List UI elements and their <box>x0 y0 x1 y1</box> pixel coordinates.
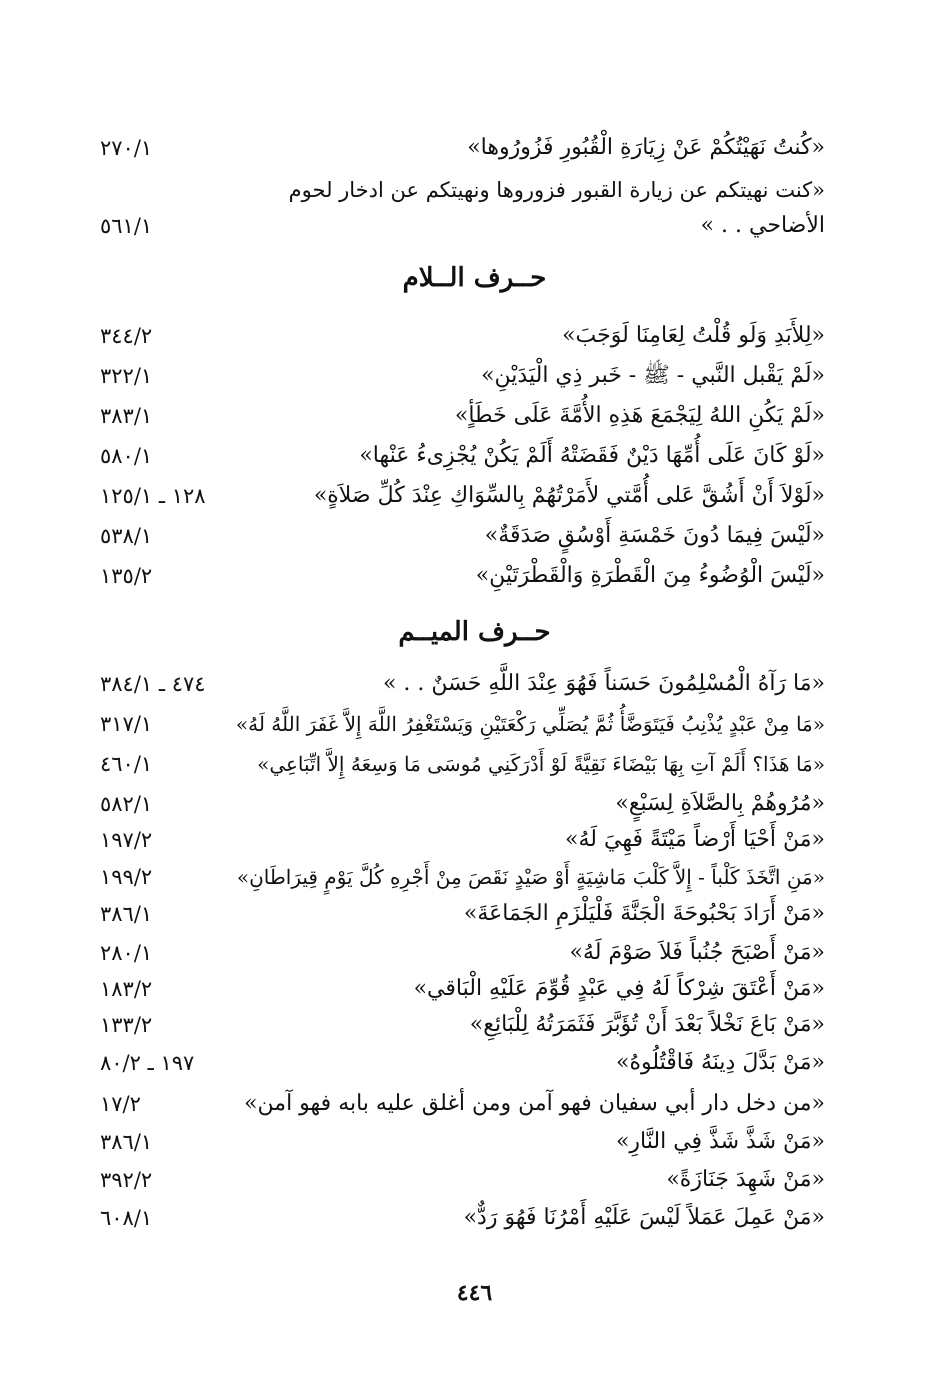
page-reference: ٣٩٢/٢ <box>100 1168 153 1192</box>
page-reference: ١٣٥/٢ <box>100 564 153 588</box>
page-reference: ٤٧٤ ـ ٣٨٤/١ <box>100 672 206 696</box>
hadith-entry <box>100 857 825 897</box>
hadith-text: «مَنِ اتَّخَذَ كَلْباً - إِلاَّ كَلْبَ مَاشِيَةٍ أَوْ صَيْدٍ نَقَصَ مِنْ أَجْرِهِ كُلَّ يَوْمٍ قِيرَاطَانِ» <box>236 865 825 889</box>
page-reference: ٣٢٢/١ <box>100 364 153 388</box>
page-reference: ٣١٧/١ <box>100 712 153 736</box>
page-reference: ١٩٧ ـ ٨٠/٢ <box>100 1051 195 1075</box>
hadith-text: «لِلأَبَدِ وَلَو قُلْتُ لِعَامِنَا لَوَجَبَ» <box>562 323 825 348</box>
hadith-entry <box>100 1084 825 1124</box>
page-reference: ١٩٩/٢ <box>100 865 153 889</box>
hadith-text: «لَيْسَ فِيمَا دُونَ خَمْسَةِ أَوْسُقٍ صَدَقَةٌ» <box>484 523 825 548</box>
page-reference: ٤٦٠/١ <box>100 752 153 776</box>
page-reference: ٣٨٣/١ <box>100 404 153 428</box>
page-reference: ٥٣٨/١ <box>100 524 153 548</box>
page-reference: ١٩٧/٢ <box>100 828 153 852</box>
hadith-text: «لَمْ يَكُنِ اللهُ لِيَجْمَعَ هَذِهِ الأُمَّةَ عَلَى خَطَأٍ» <box>454 403 825 428</box>
page-reference: ١٢٨ ـ ١٢٥/١ <box>100 484 206 508</box>
hadith-text: «لَمْ يَقْبل النَّبي - ﷺ - خَبر ذِي الْيَدَيْنِ» <box>481 363 825 388</box>
hadith-entry <box>100 556 825 596</box>
hadith-entry <box>100 664 825 704</box>
section-heading-mim: حــرف الميــم <box>398 617 551 647</box>
page-reference: ٢٧٠/١ <box>100 136 153 160</box>
hadith-entry <box>100 894 825 934</box>
page-reference: ٣٨٦/١ <box>100 902 153 926</box>
hadith-entry <box>100 128 825 168</box>
hadith-text: «كُنتُ نَهَيْتُكُمْ عَنْ زِيَارَةِ الْقُبُورِ فَزُورُوها» <box>467 135 825 160</box>
hadith-entry <box>100 516 825 556</box>
page-reference: ١٧/٢ <box>100 1092 141 1116</box>
hadith-text: «مَنْ أَصْبَحَ جُنُباً فَلاَ صَوْمَ لَهُ» <box>569 940 825 965</box>
hadith-entry <box>100 820 825 860</box>
page-reference: ٢٨٠/١ <box>100 941 153 965</box>
hadith-entry <box>100 436 825 476</box>
hadith-entry <box>100 784 825 824</box>
hadith-text-line-2: الأضاحي . . » <box>700 213 825 238</box>
hadith-entry <box>100 744 825 784</box>
page-reference: ٥٨٠/١ <box>100 444 153 468</box>
page-reference: ٥٦١/١ <box>100 214 153 238</box>
hadith-text: «مَنْ عَمِلَ عَمَلاً لَيْسَ عَلَيْهِ أَمْرُنَا فَهُوَ رَدٌّ» <box>463 1205 825 1230</box>
hadith-entry <box>100 1043 825 1083</box>
page-reference: ٥٨٢/١ <box>100 792 153 816</box>
hadith-entry <box>100 396 825 436</box>
hadith-text: «مَا هَذَا؟ أَلَمْ آتِ بِهَا بَيْضَاءَ نَقِيَّةً لَوْ أَدْرَكَنِي مُوسَى مَا وَسِعَهُ إِلاَّ اتِّبَاعِي» <box>257 752 825 776</box>
page-reference: ٣٤٤/٢ <box>100 324 153 348</box>
hadith-text: «مَنْ أَحْيَا أَرْضاً مَيْتَةً فَهِيَ لَهُ» <box>565 827 825 852</box>
hadith-entry <box>100 1122 825 1162</box>
hadith-text: «مُرُوهُمْ بِالصَّلاَةِ لِسَبْعٍ» <box>615 791 825 816</box>
hadith-entry <box>100 933 825 973</box>
hadith-text: «لَوْ كَانَ عَلَى أُمِّهَا دَيْنٌ فَقَضَتْهُ أَلَمْ يَكُنْ يُجْزِىءُ عَنْها» <box>359 443 825 468</box>
hadith-text: «من دخل دار أبي سفيان فهو آمن ومن أغلق عليه بابه فهو آمن» <box>244 1091 825 1116</box>
hadith-text: «لَيْسَ الْوُضُوءُ مِنَ الْقَطْرَةِ وَالْقَطْرَتَيْنِ» <box>475 563 825 588</box>
page-reference: ٣٨٦/١ <box>100 1130 153 1154</box>
hadith-text: «مَنْ شَذَّ شَذَّ فِي النَّارِ» <box>615 1129 825 1154</box>
page-reference: ١٣٣/٢ <box>100 1013 153 1037</box>
hadith-text: «مَا مِنْ عَبْدٍ يُذْنِبُ فَيَتَوَضَّأُ ثُمَّ يُصَلِّي رَكْعَتَيْنِ وَيَسْتَغْفِرُ اللَّهَ إِلاَّ غَفَرَ اللَّهُ لَهُ» <box>235 712 825 736</box>
hadith-entry <box>100 206 825 246</box>
hadith-entry <box>100 969 825 1009</box>
page-reference: ٦٠٨/١ <box>100 1206 153 1230</box>
hadith-text: «لَوْلاَ أَنْ أَشُقَّ عَلى أُمَّتي لأَمَرْتُهُمْ بِالسِّوَاكِ عِنْدَ كُلِّ صَلاَةٍ» <box>313 483 825 508</box>
hadith-text: «مَنْ أَرَادَ بَحْبُوحَةَ الْجَنَّةَ فَلْيَلْزَمِ الجَمَاعَةَ» <box>463 901 825 926</box>
hadith-text: «مَنْ شَهِدَ جَنَازَةً» <box>666 1167 825 1192</box>
hadith-entry <box>100 476 825 516</box>
section-heading-lam: حــرف الــلام <box>402 263 547 293</box>
hadith-text: «مَا رَآهُ الْمُسْلِمُونَ حَسَناً فَهُوَ عِنْدَ اللَّهِ حَسَنٌ . . » <box>382 671 825 696</box>
hadith-entry <box>100 1005 825 1045</box>
page-number: ٤٤٦ <box>456 1280 493 1306</box>
page-reference: ١٨٣/٢ <box>100 977 153 1001</box>
hadith-entry <box>100 704 825 744</box>
hadith-text: «مَنْ أَعْتَقَ شِرْكاً لَهُ فِي عَبْدٍ قُوِّمَ عَلَيْهِ الْبَاقي» <box>413 976 825 1001</box>
hadith-entry <box>100 316 825 356</box>
hadith-entry <box>100 356 825 396</box>
hadith-text-line-1: «كنت نهيتكم عن زيارة القبور فزوروها ونهيتكم عن ادخار لحوم <box>288 178 825 202</box>
hadith-text: «مَنْ بَدَّلَ دِينَهُ فَاقْتُلُوهُ» <box>616 1050 825 1075</box>
hadith-entry <box>100 1198 825 1238</box>
hadith-text: «مَنْ بَاعَ نَخْلاً بَعْدَ أَنْ تُؤَبَّرَ فَثَمَرَتُهُ لِلْبَائِعِ» <box>469 1012 825 1037</box>
hadith-entry <box>100 1160 825 1200</box>
